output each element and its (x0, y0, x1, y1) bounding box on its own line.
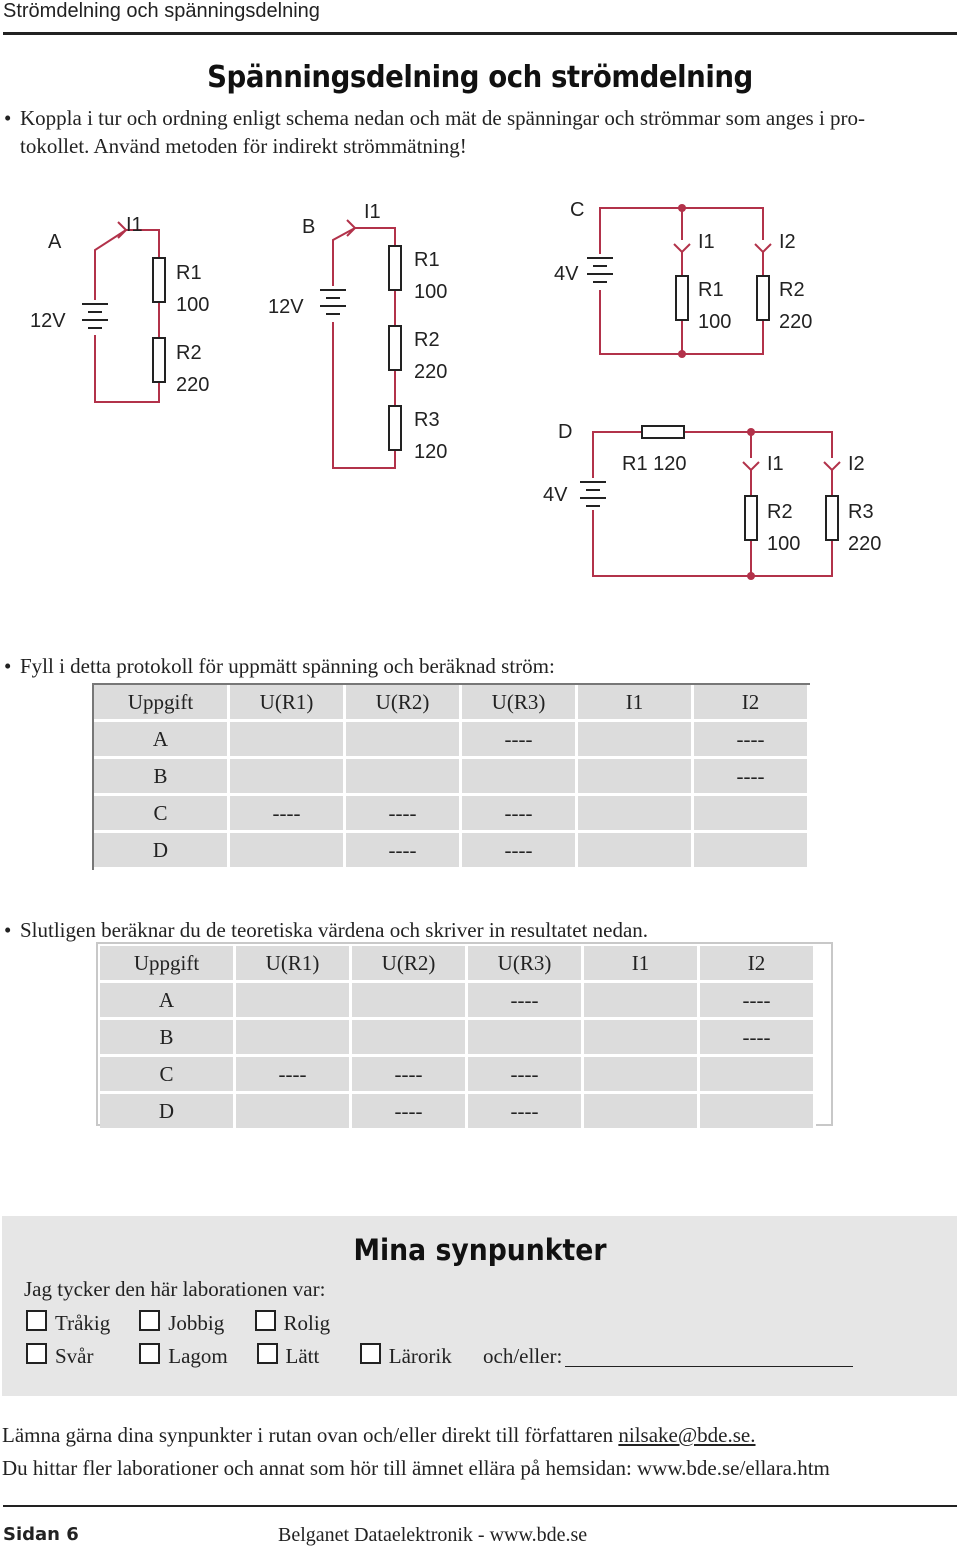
table-cell[interactable] (584, 1020, 700, 1057)
table-cell[interactable] (236, 1020, 352, 1057)
circuit-c-r1-value: 100 (698, 311, 732, 333)
table-row (94, 759, 810, 796)
option-lrorik[interactable]: Lärorik (360, 1343, 478, 1369)
table-cell[interactable] (230, 722, 346, 759)
option-lagom[interactable]: Lagom (139, 1343, 251, 1369)
calc-instruction: • Slutligen beräknar du de teoretiska värdena och skriver in resultatet nedan. (20, 916, 648, 944)
table-cell[interactable] (462, 759, 578, 796)
circuit-c-i2: I2 (779, 231, 796, 253)
table-cell[interactable]: ---- (462, 722, 578, 759)
table-row (94, 722, 810, 759)
table-row (94, 833, 810, 870)
table-cell[interactable] (236, 983, 352, 1020)
measure-instruction: • Fyll i detta protokoll för uppmätt spänning och beräknad ström: (20, 652, 555, 680)
circuit-a-r2: R2 (176, 342, 202, 364)
page-number: Sidan 6 (3, 1524, 79, 1545)
column-header: I1 (584, 946, 700, 983)
table-row (100, 1094, 816, 1131)
row-label: A (94, 722, 230, 759)
checkbox-trakig[interactable] (26, 1310, 47, 1331)
circuit-d-source: 4V (543, 484, 568, 506)
option-latt[interactable]: Lätt (257, 1343, 355, 1369)
checkbox-jobbig[interactable] (139, 1310, 160, 1331)
calculated-protocol-table (100, 946, 816, 1131)
footer-line-2: Du hittar fler laborationer och annat som hör till ämnet ellära på hemsidan: www.bde.se/ellara.htm (2, 1456, 830, 1480)
circuit-d-r3-value: 220 (848, 533, 882, 555)
circuit-diagrams (0, 190, 960, 590)
header-rule (3, 32, 957, 35)
circuit-b-r2-value: 220 (414, 361, 448, 383)
row-label: B (94, 759, 230, 796)
table-cell[interactable]: ---- (700, 983, 816, 1020)
feedback-question: Jag tycker den här laborationen var: (24, 1277, 326, 1301)
table-cell[interactable] (578, 722, 694, 759)
table-cell[interactable] (584, 1094, 700, 1131)
circuit-c-i1: I1 (698, 231, 715, 253)
footer-rule (3, 1505, 957, 1507)
option-svar[interactable]: Svår (26, 1343, 134, 1369)
table-cell[interactable] (352, 983, 468, 1020)
circuit-b-r1-value: 100 (414, 281, 448, 303)
checkbox-rolig[interactable] (255, 1310, 276, 1331)
intro-line-1: • Koppla i tur och ordning enligt schema nedan och mät de spänningar och strömmar som anges i pro- (20, 104, 865, 132)
row-label: C (94, 796, 230, 833)
circuit-d-label: D (558, 421, 573, 443)
footer-line-1: Lämna gärna dina synpunkter i rutan ovan och/eller direkt till författaren nilsake@bde.se. (2, 1423, 756, 1447)
circuit-d-i2: I2 (848, 453, 865, 475)
column-header: Uppgift (94, 685, 230, 722)
checkbox-svar[interactable] (26, 1343, 47, 1364)
option-trakig[interactable]: Tråkig (26, 1310, 134, 1336)
table-cell[interactable] (578, 796, 694, 833)
checkbox-lagom[interactable] (139, 1343, 160, 1364)
running-title: Strömdelning och spänningsdelning (3, 0, 320, 22)
option-rolig[interactable]: Rolig (255, 1310, 331, 1336)
circuit-c-source: 4V (554, 263, 579, 285)
row-label: C (100, 1057, 236, 1094)
circuit-d-i1: I1 (767, 453, 784, 475)
circuit-a-r1-value: 100 (176, 294, 210, 316)
circuit-b-label: B (302, 216, 316, 238)
measured-protocol-table (92, 683, 810, 870)
circuit-b-r3: R3 (414, 409, 440, 431)
table-cell[interactable] (346, 759, 462, 796)
table-cell[interactable]: ---- (468, 1057, 584, 1094)
circuit-d-r2: R2 (767, 501, 793, 523)
column-header: U(R3) (462, 685, 578, 722)
table-row (94, 796, 810, 833)
and-or-label: och/eller: (483, 1344, 563, 1368)
table-cell[interactable] (230, 759, 346, 796)
circuit-b-current: I1 (364, 201, 381, 223)
table-cell[interactable]: ---- (468, 1094, 584, 1131)
table-cell[interactable] (352, 1020, 468, 1057)
table-row (100, 1057, 816, 1094)
table-cell[interactable]: ---- (352, 1057, 468, 1094)
table-cell[interactable] (700, 1057, 816, 1094)
circuit-d-r2-value: 100 (767, 533, 801, 555)
table-cell[interactable] (468, 1020, 584, 1057)
option-jobbig[interactable]: Jobbig (139, 1310, 249, 1336)
table-header-row (100, 946, 816, 983)
column-header: U(R1) (230, 685, 346, 722)
table-cell[interactable]: ---- (346, 833, 462, 870)
table-header-row (94, 685, 810, 722)
row-label: D (100, 1094, 236, 1131)
table-row (100, 983, 816, 1020)
column-header: U(R1) (236, 946, 352, 983)
table-cell[interactable]: ---- (694, 759, 810, 796)
row-label: B (100, 1020, 236, 1057)
table-cell[interactable] (694, 796, 810, 833)
circuit-d-r3: R3 (848, 501, 874, 523)
table-cell[interactable]: ---- (462, 833, 578, 870)
table-cell[interactable]: ---- (236, 1057, 352, 1094)
circuit-a-source: 12V (30, 310, 66, 332)
circuit-a-r1: R1 (176, 262, 202, 284)
table-cell[interactable]: ---- (352, 1094, 468, 1131)
column-header: U(R2) (352, 946, 468, 983)
circuit-b-r2: R2 (414, 329, 440, 351)
checkbox-lrorik[interactable] (360, 1343, 381, 1364)
page-title: Spänningsdelning och strömdelning (207, 60, 753, 95)
checkbox-latt[interactable] (257, 1343, 278, 1364)
author-email-link[interactable]: nilsake@bde.se. (618, 1423, 756, 1447)
circuit-d-series-resistor: R1 120 (622, 453, 687, 475)
row-label: D (94, 833, 230, 870)
table-row (100, 1020, 816, 1057)
circuit-a-current: I1 (126, 214, 143, 236)
column-header: I2 (694, 685, 810, 722)
free-text-line[interactable] (565, 1366, 853, 1367)
table-cell[interactable] (346, 722, 462, 759)
table-cell[interactable] (578, 833, 694, 870)
table-cell[interactable]: ---- (346, 796, 462, 833)
table-cell[interactable] (578, 759, 694, 796)
column-header: U(R2) (346, 685, 462, 722)
circuit-c-r2: R2 (779, 279, 805, 301)
circuit-a-label: A (48, 231, 62, 253)
intro-line-2: tokollet. Använd metoden för indirekt strömmätning! (20, 134, 467, 158)
checkbox-row-1 (26, 1310, 330, 1336)
circuit-b-r1: R1 (414, 249, 440, 271)
publisher: Belganet Dataelektronik - www.bde.se (278, 1524, 588, 1546)
circuit-a-r2-value: 220 (176, 374, 210, 396)
checkbox-row-2 (26, 1343, 562, 1369)
table-cell[interactable] (230, 833, 346, 870)
table-cell[interactable] (236, 1094, 352, 1131)
circuit-b-r3-value: 120 (414, 441, 448, 463)
column-header: Uppgift (100, 946, 236, 983)
table-cell[interactable] (584, 1057, 700, 1094)
table-cell[interactable] (694, 833, 810, 870)
circuit-b-source: 12V (268, 296, 304, 318)
column-header: I2 (700, 946, 816, 983)
table-cell[interactable] (700, 1094, 816, 1131)
row-label: A (100, 983, 236, 1020)
table-cell[interactable]: ---- (462, 796, 578, 833)
table-cell[interactable]: ---- (230, 796, 346, 833)
circuit-c-r2-value: 220 (779, 311, 813, 333)
table-cell[interactable]: ---- (468, 983, 584, 1020)
circuit-c-label: C (570, 199, 585, 221)
column-header: I1 (578, 685, 694, 722)
feedback-title: Mina synpunkter (353, 1233, 607, 1267)
table-cell[interactable] (584, 983, 700, 1020)
table-cell[interactable]: ---- (694, 722, 810, 759)
column-header: U(R3) (468, 946, 584, 983)
circuit-c-r1: R1 (698, 279, 724, 301)
table-cell[interactable]: ---- (700, 1020, 816, 1057)
